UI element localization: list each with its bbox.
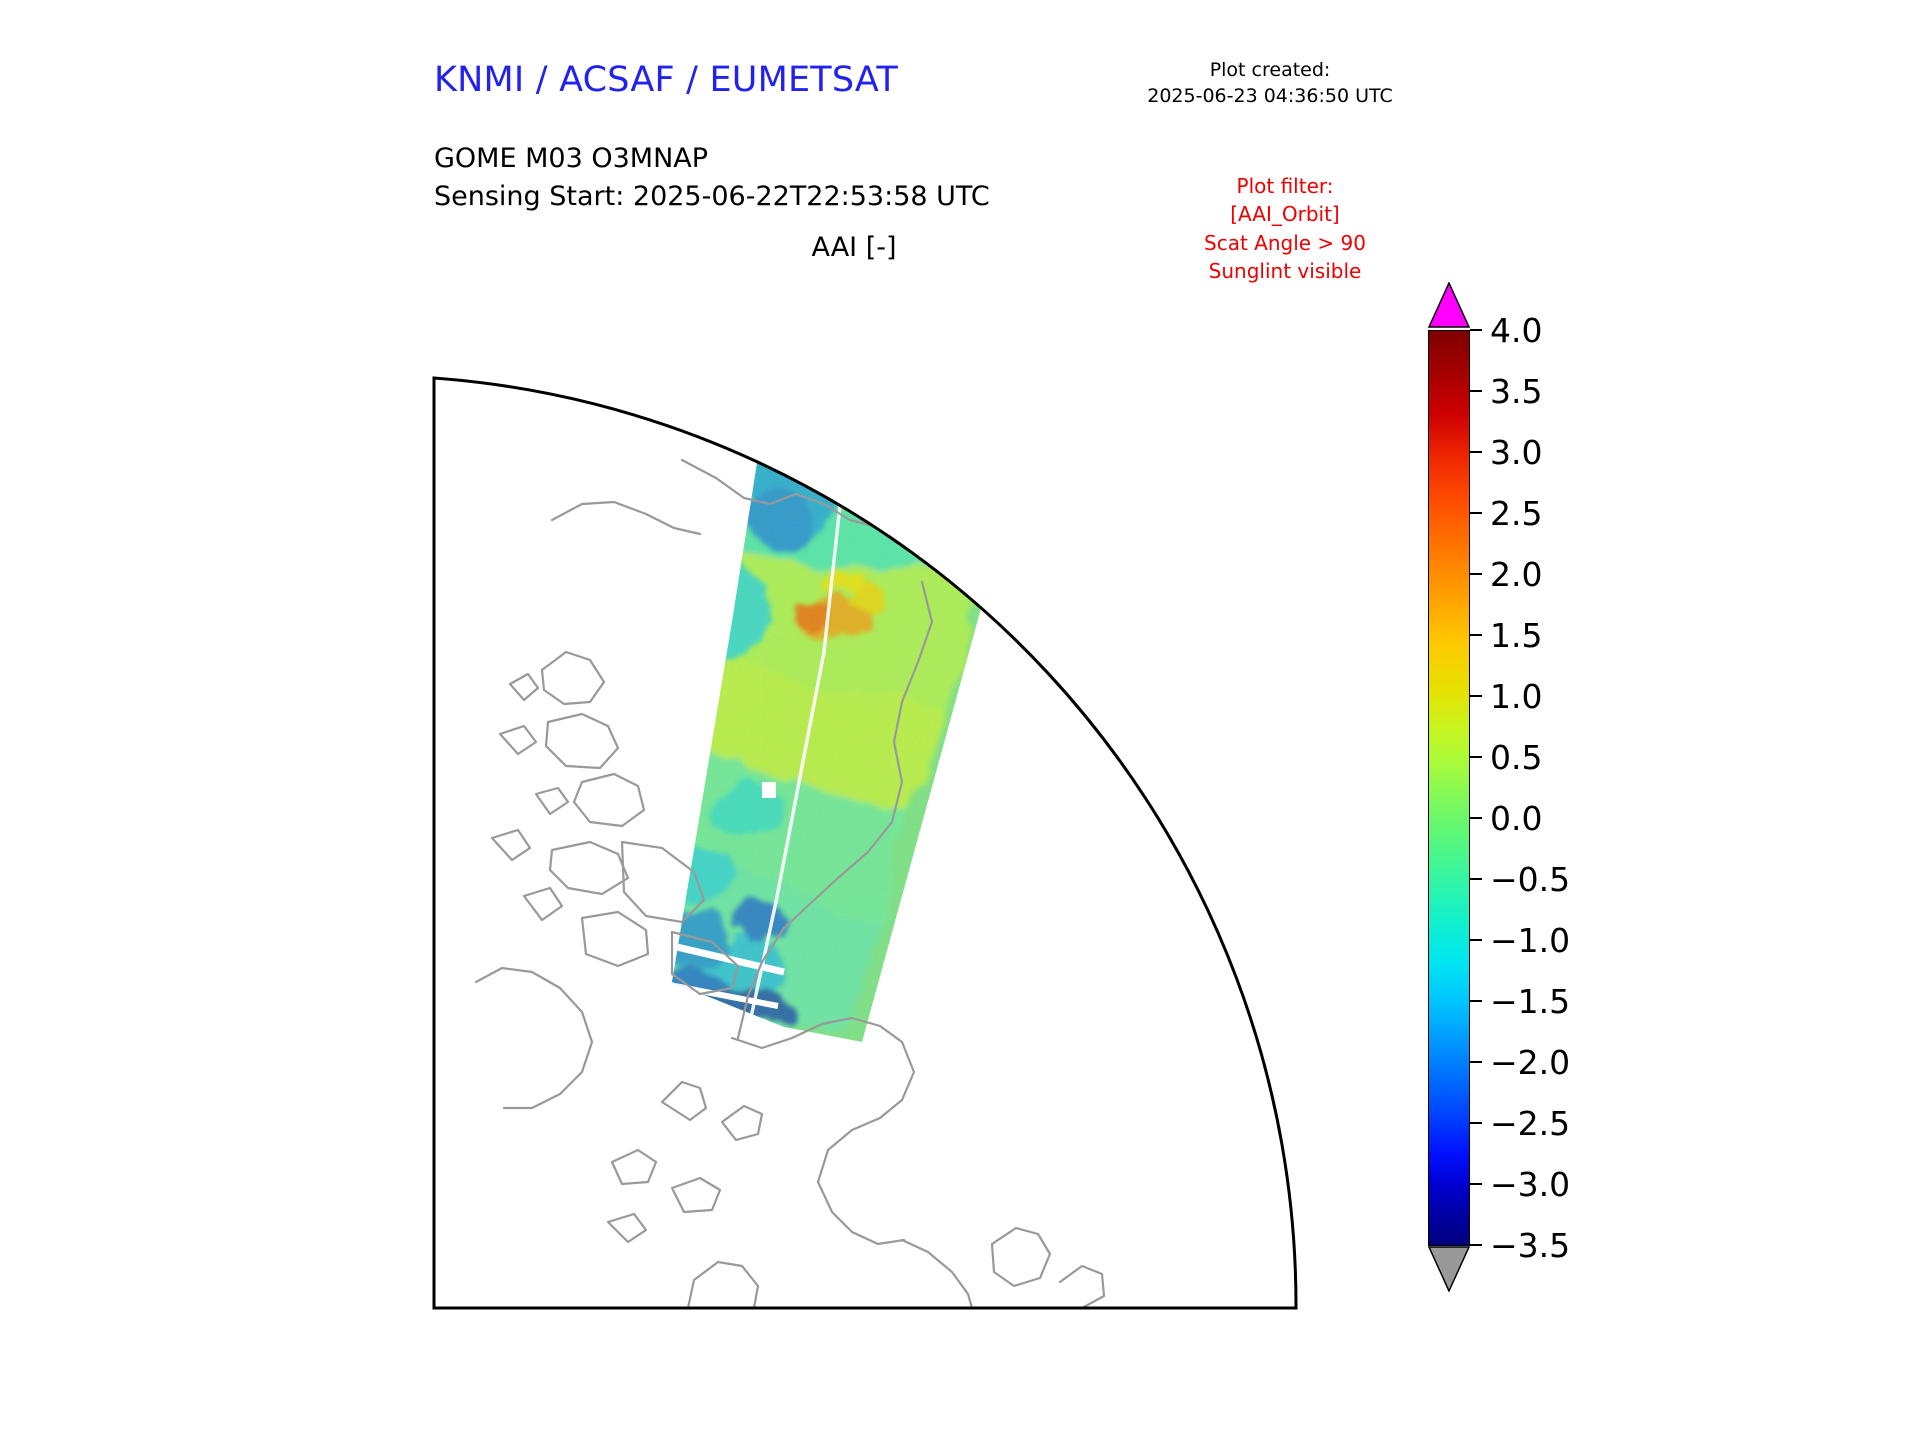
tick-label: 3.5 bbox=[1490, 372, 1543, 411]
tick-mark bbox=[1470, 1000, 1482, 1002]
page-title: AAI [-] bbox=[811, 232, 897, 263]
tick-mark bbox=[1470, 512, 1482, 514]
plot-filter-line-2: Scat Angle > 90 bbox=[1204, 230, 1366, 255]
tick-mark bbox=[1470, 817, 1482, 819]
tick-mark bbox=[1470, 390, 1482, 392]
tick-mark bbox=[1470, 329, 1482, 331]
tick-mark bbox=[1470, 1183, 1482, 1185]
tick-label: 2.0 bbox=[1490, 555, 1543, 594]
tick-label: −1.5 bbox=[1490, 982, 1571, 1021]
tick-label: 1.0 bbox=[1490, 677, 1543, 716]
tick-mark bbox=[1470, 1244, 1482, 1246]
tick-mark bbox=[1470, 939, 1482, 941]
tick-label: 4.0 bbox=[1490, 311, 1543, 350]
map-panel bbox=[432, 282, 1298, 1310]
tick-label: −1.0 bbox=[1490, 921, 1571, 960]
colorbar bbox=[1428, 282, 1728, 1310]
tick-label: 0.0 bbox=[1490, 799, 1543, 838]
colorbar-tick-list bbox=[1470, 311, 1720, 1265]
tick-mark bbox=[1470, 1061, 1482, 1063]
tick-mark bbox=[1470, 634, 1482, 636]
organisation-title: KNMI / ACSAF / EUMETSAT bbox=[434, 60, 898, 100]
tick-label: −3.5 bbox=[1490, 1226, 1571, 1265]
tick-mark bbox=[1470, 756, 1482, 758]
map-plot-area bbox=[432, 282, 1298, 1310]
plot-filter-line-0: Plot filter: bbox=[1236, 174, 1334, 198]
tick-mark bbox=[1470, 451, 1482, 453]
colorbar-under-arrow bbox=[1428, 1246, 1470, 1292]
tick-label: 2.5 bbox=[1490, 494, 1543, 533]
tick-mark bbox=[1470, 1122, 1482, 1124]
sensing-start-line: Sensing Start: 2025-06-22T22:53:58 UTC bbox=[434, 181, 990, 213]
tick-label: −2.0 bbox=[1490, 1043, 1571, 1082]
tick-mark bbox=[1470, 878, 1482, 880]
plot-filter-line-1: [AAI_Orbit] bbox=[1230, 202, 1340, 227]
instrument-block bbox=[434, 140, 990, 217]
tick-label: 3.0 bbox=[1490, 433, 1543, 472]
tick-label: 0.5 bbox=[1490, 738, 1543, 777]
plot-filter-line-3: Sunglint visible bbox=[1208, 259, 1362, 284]
tick-label: −0.5 bbox=[1490, 860, 1571, 899]
colorbar-gradient bbox=[1428, 330, 1470, 1246]
plot-filter-block bbox=[1150, 172, 1420, 286]
tick-label: 1.5 bbox=[1490, 616, 1543, 655]
colorbar-over-arrow bbox=[1428, 282, 1470, 328]
tick-label: −2.5 bbox=[1490, 1104, 1571, 1143]
tick-mark bbox=[1470, 573, 1482, 575]
tick-mark bbox=[1470, 695, 1482, 697]
tick-label: −3.0 bbox=[1490, 1165, 1571, 1204]
instrument-line: GOME M03 O3MNAP bbox=[434, 143, 709, 174]
plot-created-value: 2025-06-23 04:36:50 UTC bbox=[1147, 84, 1393, 107]
plot-created-block bbox=[1120, 58, 1420, 109]
plot-created-label: Plot created: bbox=[1209, 59, 1331, 81]
